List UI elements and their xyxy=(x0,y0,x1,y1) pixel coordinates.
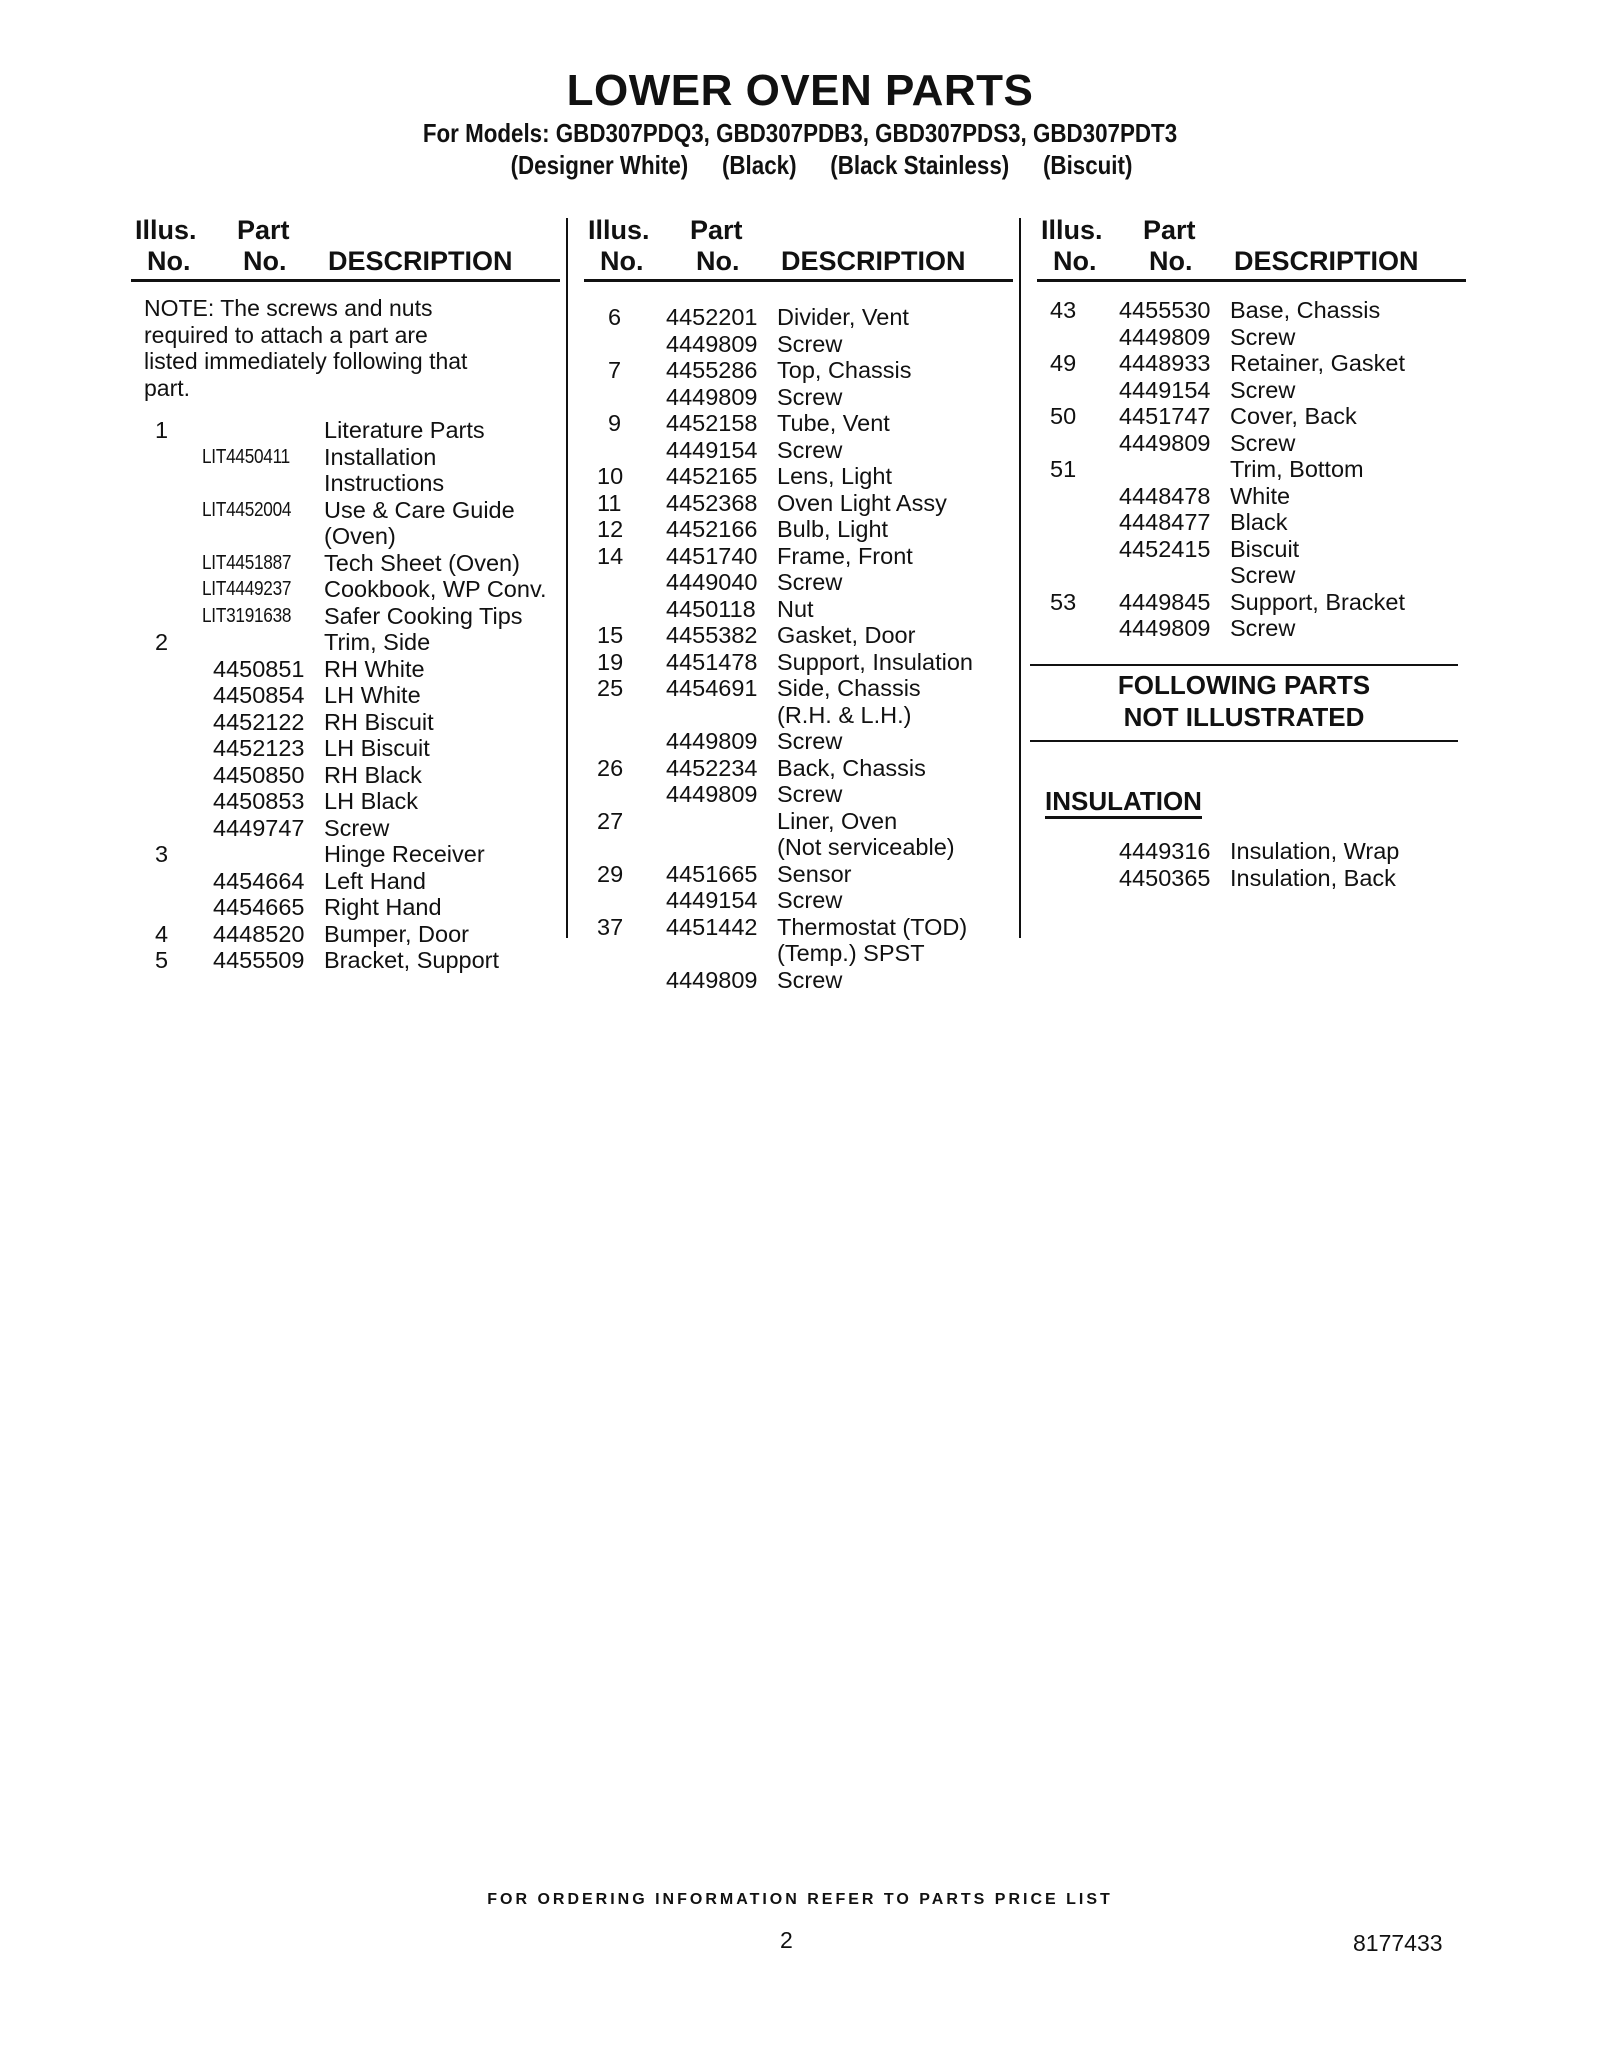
parts-row xyxy=(584,967,1014,994)
illus-number: 3 xyxy=(155,841,169,867)
part-number: 4455509 xyxy=(213,947,305,973)
illus-number: 10 xyxy=(597,463,624,489)
part-description: Bumper, Door xyxy=(324,920,469,947)
part-description: Base, Chassis xyxy=(1230,297,1381,323)
part-description: Tech Sheet (Oven) xyxy=(324,549,520,576)
illus-number: 15 xyxy=(597,622,624,648)
parts-row xyxy=(131,868,561,895)
parts-row xyxy=(131,523,561,550)
part-description: Hinge Receiver xyxy=(324,841,485,867)
page-number: 2 xyxy=(780,1927,793,1953)
page-title: LOWER OVEN PARTS xyxy=(566,66,1034,115)
illus-number: 1 xyxy=(155,417,169,443)
part-description: (R.H. & L.H.) xyxy=(777,701,912,728)
insulation-heading: INSULATION xyxy=(1045,786,1202,819)
part-number: 4450850 xyxy=(213,761,305,788)
parts-row xyxy=(584,410,1014,437)
part-description: Screw xyxy=(324,814,390,841)
part-number: 4455382 xyxy=(666,622,758,648)
parts-row xyxy=(584,516,1014,543)
column-header xyxy=(1037,215,1466,282)
part-number: LIT4452004 xyxy=(202,498,292,521)
part-description: Black xyxy=(1230,509,1288,535)
part-description: Instructions xyxy=(324,470,445,496)
part-description: Thermostat (TOD) xyxy=(777,913,968,940)
part-description: Tube, Vent xyxy=(777,410,890,436)
parts-column-2 xyxy=(584,215,1013,993)
description-header: DESCRIPTION xyxy=(328,246,513,276)
part-number: 4452368 xyxy=(666,489,758,516)
parts-row xyxy=(584,569,1014,596)
part-description: Insulation, Back xyxy=(1230,864,1396,891)
section-divider xyxy=(1030,740,1458,742)
parts-list xyxy=(131,417,561,974)
part-number: 4448933 xyxy=(1119,350,1211,376)
part-number: 4451747 xyxy=(1119,403,1211,429)
screw-note: NOTE: The screws and nuts required to attach a part are listed immediately following that part. xyxy=(144,295,468,401)
part-number: 4452415 xyxy=(1119,535,1211,562)
illus-number: 12 xyxy=(597,516,624,542)
parts-row xyxy=(1037,483,1467,510)
parts-row xyxy=(584,437,1014,464)
parts-row xyxy=(1037,865,1467,892)
part-description: RH White xyxy=(324,655,425,682)
part-number: 4454664 xyxy=(213,867,305,894)
parts-list xyxy=(584,304,1014,993)
part-number: LIT3191638 xyxy=(202,604,292,627)
part-description: Insulation, Wrap xyxy=(1230,838,1400,864)
part-description: Divider, Vent xyxy=(777,304,909,330)
part-number: 4449747 xyxy=(213,814,305,841)
parts-row xyxy=(131,444,561,471)
part-number: 4450851 xyxy=(213,655,305,682)
parts-row xyxy=(1037,324,1467,351)
illus-number: 37 xyxy=(597,913,624,940)
part-number: 4449809 xyxy=(1119,429,1211,456)
part-description: Nut xyxy=(777,595,814,622)
illus-number: 4 xyxy=(155,920,169,947)
part-description: Cover, Back xyxy=(1230,403,1357,429)
part-number: 4450854 xyxy=(213,682,305,708)
part-description: White xyxy=(1230,482,1291,509)
part-description: Safer Cooking Tips xyxy=(324,602,523,629)
parts-row xyxy=(131,735,561,762)
parts-row xyxy=(584,463,1014,490)
parts-row xyxy=(1037,615,1467,642)
illus-number: 51 xyxy=(1050,456,1077,482)
part-number: 4449809 xyxy=(666,330,758,357)
illus-header: Illus. No. xyxy=(588,215,650,276)
parts-row xyxy=(584,357,1014,384)
part-number: 4449154 xyxy=(666,436,758,463)
part-number: LIT4450411 xyxy=(202,445,290,468)
part-number: 4449040 xyxy=(666,569,758,595)
part-number: 4449809 xyxy=(1119,323,1211,350)
parts-row xyxy=(584,543,1014,570)
parts-row xyxy=(584,940,1014,967)
color-variants xyxy=(112,150,1488,181)
color-designer-white: (Designer White) xyxy=(510,150,689,180)
part-number: 4448520 xyxy=(213,920,305,947)
parts-row xyxy=(1037,456,1467,483)
part-header: Part No. xyxy=(1143,215,1196,276)
part-description: Screw xyxy=(777,436,843,463)
part-description: Side, Chassis xyxy=(777,675,921,701)
parts-row xyxy=(1037,536,1467,563)
parts-row xyxy=(584,808,1014,835)
part-number: 4449809 xyxy=(666,383,758,410)
part-description: LH White xyxy=(324,682,421,708)
parts-row xyxy=(1037,509,1467,536)
part-description: Biscuit xyxy=(1230,535,1300,562)
part-description: Left Hand xyxy=(324,867,426,894)
part-description: Trim, Side xyxy=(324,629,431,655)
part-description: Bracket, Support xyxy=(324,947,500,973)
parts-row xyxy=(131,417,561,444)
part-description: Screw xyxy=(1230,562,1296,588)
illus-header: Illus. No. xyxy=(135,215,197,276)
part-number: 4450853 xyxy=(213,788,305,814)
parts-row xyxy=(584,675,1014,702)
part-number: 4449154 xyxy=(666,887,758,913)
parts-row xyxy=(1037,562,1467,589)
part-description: Screw xyxy=(777,966,843,993)
part-description: Screw xyxy=(1230,323,1296,350)
parts-row xyxy=(1037,377,1467,404)
illus-number: 9 xyxy=(608,410,622,436)
part-description: Bulb, Light xyxy=(777,516,889,542)
part-number: 4454665 xyxy=(213,894,305,920)
description-header: DESCRIPTION xyxy=(1234,246,1419,276)
parts-row xyxy=(584,622,1014,649)
illus-number: 27 xyxy=(597,807,624,834)
part-description: Lens, Light xyxy=(777,463,892,489)
illus-number: 29 xyxy=(597,860,624,887)
part-description: Oven Light Assy xyxy=(777,489,947,516)
parts-row xyxy=(131,947,561,974)
part-description: Support, Bracket xyxy=(1230,588,1406,615)
part-description: Use & Care Guide xyxy=(324,496,515,523)
illus-number: 25 xyxy=(597,675,624,701)
part-number: 4452234 xyxy=(666,754,758,781)
illus-number: 7 xyxy=(608,357,622,383)
parts-row xyxy=(1037,589,1467,616)
part-description: Screw xyxy=(1230,429,1296,456)
parts-row xyxy=(131,921,561,948)
part-number: 4449316 xyxy=(1119,838,1211,864)
part-number: 4452122 xyxy=(213,708,305,735)
column-header xyxy=(131,215,560,282)
parts-row xyxy=(584,331,1014,358)
part-description: Support, Insulation xyxy=(777,648,973,675)
part-number: 4452123 xyxy=(213,735,305,761)
parts-row xyxy=(131,894,561,921)
parts-column-3 xyxy=(1037,215,1466,641)
part-number: 4452201 xyxy=(666,304,758,330)
part-number: 4452165 xyxy=(666,463,758,489)
part-description: Literature Parts xyxy=(324,417,485,443)
parts-row xyxy=(584,596,1014,623)
parts-row xyxy=(584,490,1014,517)
parts-row xyxy=(584,384,1014,411)
part-number: 4449845 xyxy=(1119,588,1211,615)
part-number: 4451478 xyxy=(666,648,758,675)
part-description: Top, Chassis xyxy=(777,357,912,383)
illus-number: 50 xyxy=(1050,403,1077,429)
parts-row xyxy=(131,815,561,842)
parts-row xyxy=(131,656,561,683)
illus-number: 14 xyxy=(597,542,624,569)
part-description: Screw xyxy=(777,330,843,357)
part-description: LH Black xyxy=(324,788,419,814)
document-number: 8177433 xyxy=(1353,1930,1443,1956)
part-description: Screw xyxy=(777,887,843,913)
part-number: 4455530 xyxy=(1119,297,1211,323)
illus-number: 11 xyxy=(597,489,622,516)
parts-row xyxy=(131,576,561,603)
parts-row xyxy=(1037,350,1467,377)
part-description: (Temp.) SPST xyxy=(777,940,925,966)
part-description: Cookbook, WP Conv. xyxy=(324,576,547,602)
parts-row xyxy=(131,629,561,656)
part-number: 4449809 xyxy=(666,781,758,807)
part-number: 4451740 xyxy=(666,542,758,569)
color-black-stainless: (Black Stainless) xyxy=(830,150,1010,180)
part-number: LIT4451887 xyxy=(202,551,292,574)
part-description: Screw xyxy=(777,781,843,807)
part-description: Frame, Front xyxy=(777,542,913,569)
parts-row xyxy=(1037,430,1467,457)
illus-number: 5 xyxy=(155,947,169,973)
part-description: (Oven) xyxy=(324,523,396,549)
parts-row xyxy=(131,762,561,789)
part-description: Gasket, Door xyxy=(777,622,916,648)
part-description: Screw xyxy=(777,728,843,754)
part-description: Screw xyxy=(1230,615,1296,641)
parts-row xyxy=(584,834,1014,861)
parts-row xyxy=(1037,403,1467,430)
illus-number: 49 xyxy=(1050,350,1077,376)
part-number: 4449809 xyxy=(1119,615,1211,641)
part-number: 4454691 xyxy=(666,675,758,701)
parts-row xyxy=(584,702,1014,729)
color-black: (Black) xyxy=(721,150,797,180)
column-header xyxy=(584,215,1013,282)
following-parts-title: FOLLOWING PARTS NOT ILLUSTRATED xyxy=(1117,670,1371,732)
part-description: Sensor xyxy=(777,860,852,887)
part-description: RH Black xyxy=(324,761,422,788)
part-number: 4455286 xyxy=(666,357,758,383)
parts-row xyxy=(584,781,1014,808)
illus-number: 6 xyxy=(608,304,622,330)
parts-row xyxy=(584,649,1014,676)
parts-row xyxy=(131,709,561,736)
part-description: Screw xyxy=(777,383,843,410)
part-description: (Not serviceable) xyxy=(777,834,955,860)
part-header: Part No. xyxy=(237,215,290,276)
parts-row xyxy=(131,550,561,577)
part-description: Liner, Oven xyxy=(777,807,898,834)
parts-row xyxy=(131,603,561,630)
parts-row xyxy=(584,728,1014,755)
parts-row xyxy=(584,914,1014,941)
parts-list xyxy=(1037,297,1467,642)
part-description: Trim, Bottom xyxy=(1230,456,1364,482)
part-number: 4449809 xyxy=(666,728,758,754)
parts-row xyxy=(1037,297,1467,324)
part-description: Installation xyxy=(324,443,437,470)
part-number: 4452166 xyxy=(666,516,758,542)
illus-number: 2 xyxy=(155,629,169,655)
parts-row xyxy=(131,470,561,497)
parts-row xyxy=(131,682,561,709)
part-number: 4448477 xyxy=(1119,509,1211,535)
part-number: 4450118 xyxy=(666,595,756,622)
parts-row xyxy=(584,887,1014,914)
parts-row xyxy=(131,497,561,524)
illus-number: 53 xyxy=(1050,588,1077,615)
parts-row xyxy=(584,755,1014,782)
model-list: For Models: GBD307PDQ3, GBD307PDB3, GBD307PDS3, GBD307PDT3 xyxy=(422,118,1178,148)
parts-row xyxy=(584,304,1014,331)
part-number: LIT4449237 xyxy=(202,578,292,600)
part-number: 4448478 xyxy=(1119,482,1211,509)
section-divider xyxy=(1030,664,1458,666)
parts-column-1 xyxy=(131,215,560,973)
color-biscuit: (Biscuit) xyxy=(1042,150,1133,180)
part-number: 4451442 xyxy=(666,913,758,940)
part-description: Retainer, Gasket xyxy=(1230,350,1406,376)
parts-row xyxy=(131,841,561,868)
part-description: Right Hand xyxy=(324,894,442,920)
parts-row xyxy=(131,788,561,815)
part-number: 4452158 xyxy=(666,410,758,436)
part-number: 4451665 xyxy=(666,860,758,887)
insulation-list xyxy=(1037,838,1467,891)
description-header: DESCRIPTION xyxy=(781,246,966,276)
illus-number: 26 xyxy=(597,754,624,781)
part-description: RH Biscuit xyxy=(324,708,434,735)
illus-number: 19 xyxy=(597,648,624,675)
part-header: Part No. xyxy=(690,215,743,276)
ordering-note: FOR ORDERING INFORMATION REFER TO PARTS PRICE LIST xyxy=(487,1891,1113,1908)
illus-number: 43 xyxy=(1050,297,1077,323)
part-number: 4450365 xyxy=(1119,864,1211,891)
illus-header: Illus. No. xyxy=(1041,215,1103,276)
part-number: 4449154 xyxy=(1119,376,1211,403)
part-description: Screw xyxy=(777,569,843,595)
parts-row xyxy=(1037,838,1467,865)
part-number: 4449809 xyxy=(666,966,758,993)
column-divider xyxy=(1019,218,1021,938)
part-description: LH Biscuit xyxy=(324,735,430,761)
parts-row xyxy=(584,861,1014,888)
column-divider xyxy=(566,218,568,938)
part-description: Back, Chassis xyxy=(777,754,926,781)
part-description: Screw xyxy=(1230,376,1296,403)
